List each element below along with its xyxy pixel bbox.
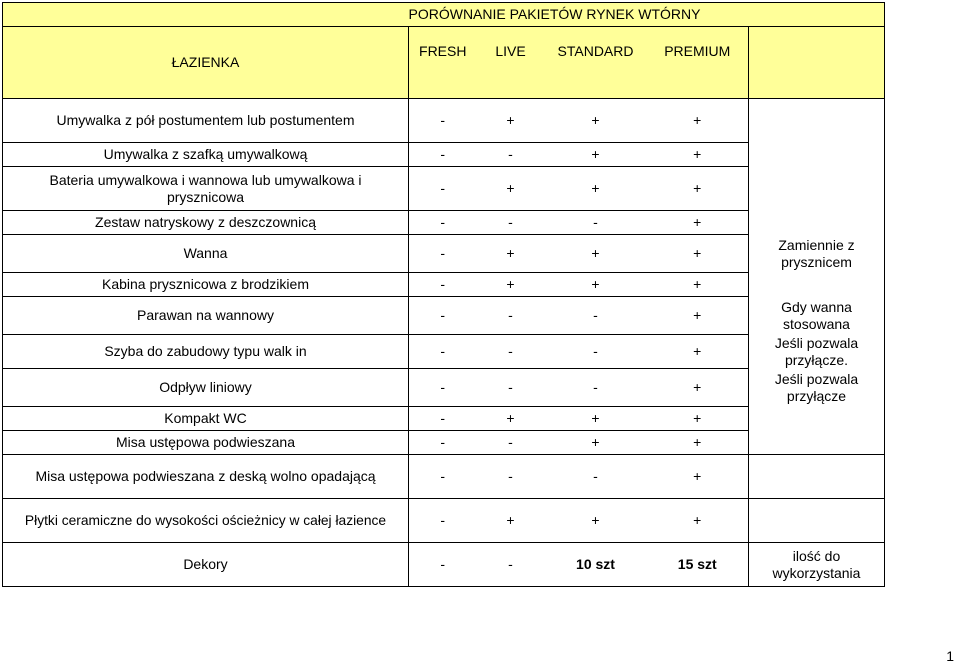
cell-standard: -: [545, 335, 647, 369]
cell-standard: -: [545, 211, 647, 235]
cell-fresh: -: [409, 273, 477, 297]
row-label: Zestaw natryskowy z deszczownicą: [3, 211, 409, 235]
note-wanna: Zamiennie z prysznicem: [749, 235, 885, 273]
cell-standard: +: [545, 431, 647, 455]
package-fresh: FRESH: [409, 27, 477, 99]
note-dekory: ilość do wykorzystania: [749, 543, 885, 587]
package-premium: PREMIUM: [647, 27, 749, 99]
cell-fresh: -: [409, 297, 477, 335]
package-standard: STANDARD: [545, 27, 647, 99]
cell-fresh: -: [409, 431, 477, 455]
cell-standard: +: [545, 235, 647, 273]
cell-live: -: [477, 143, 545, 167]
cell-premium: +: [647, 273, 749, 297]
cell-standard: +: [545, 143, 647, 167]
cell-premium: +: [647, 167, 749, 211]
title-right: [749, 3, 885, 27]
page-title: PORÓWNANIE PAKIETÓW RYNEK WTÓRNY: [409, 3, 749, 27]
cell-fresh: -: [409, 143, 477, 167]
row-label: Misa ustępowa podwieszana z deską wolno opadającą: [3, 455, 409, 499]
cell-fresh: -: [409, 407, 477, 431]
notes-cell: [749, 211, 885, 235]
cell-fresh: -: [409, 235, 477, 273]
notes-cell: [749, 499, 885, 543]
cell-fresh: -: [409, 543, 477, 587]
cell-premium: +: [647, 369, 749, 407]
comparison-table: [2, 2, 885, 587]
cell-standard: +: [545, 273, 647, 297]
cell-live: +: [477, 99, 545, 143]
cell-premium: +: [647, 235, 749, 273]
row-label: Kompakt WC: [3, 407, 409, 431]
cell-live: +: [477, 273, 545, 297]
cell-standard: +: [545, 499, 647, 543]
notes-cell: [749, 431, 885, 455]
cell-standard: -: [545, 455, 647, 499]
row-label: Odpływ liniowy: [3, 369, 409, 407]
notes-cell: [749, 143, 885, 167]
cell-premium: +: [647, 99, 749, 143]
cell-fresh: -: [409, 99, 477, 143]
cell-live: +: [477, 235, 545, 273]
cell-fresh: -: [409, 335, 477, 369]
cell-standard: -: [545, 297, 647, 335]
row-label: Parawan na wannowy: [3, 297, 409, 335]
cell-live: -: [477, 455, 545, 499]
row-label: Misa ustępowa podwieszana: [3, 431, 409, 455]
row-label: Kabina prysznicowa z brodzikiem: [3, 273, 409, 297]
row-label: Płytki ceramiczne do wysokości ościeżnicy w całej łazience: [3, 499, 409, 543]
cell-live: -: [477, 431, 545, 455]
header-notes: [749, 27, 885, 99]
cell-standard: +: [545, 167, 647, 211]
notes-cell: [749, 99, 885, 143]
cell-live: +: [477, 499, 545, 543]
note-parawan: Gdy wanna stosowana: [749, 297, 885, 335]
cell-fresh: -: [409, 499, 477, 543]
row-label: Umywalka z szafką umywalkową: [3, 143, 409, 167]
cell-fresh: -: [409, 369, 477, 407]
row-label: Dekory: [3, 543, 409, 587]
cell-standard: +: [545, 407, 647, 431]
cell-live: -: [477, 335, 545, 369]
cell-live: -: [477, 211, 545, 235]
cell-premium: 15 szt: [647, 543, 749, 587]
cell-live: -: [477, 543, 545, 587]
cell-premium: +: [647, 297, 749, 335]
title-spacer: [3, 3, 409, 27]
notes-cell: [749, 273, 885, 297]
cell-premium: +: [647, 211, 749, 235]
cell-premium: +: [647, 431, 749, 455]
notes-cell: [749, 167, 885, 211]
notes-cell: [749, 455, 885, 499]
cell-fresh: -: [409, 455, 477, 499]
note-odplyw: Jeśli pozwala przyłącze: [749, 369, 885, 407]
cell-premium: +: [647, 143, 749, 167]
cell-live: +: [477, 407, 545, 431]
row-label: Bateria umywalkowa i wannowa lub umywalkowa i prysznicowa: [3, 167, 409, 211]
row-label: Szyba do zabudowy typu walk in: [3, 335, 409, 369]
cell-fresh: -: [409, 211, 477, 235]
cell-standard: +: [545, 99, 647, 143]
cell-live: -: [477, 297, 545, 335]
cell-live: -: [477, 369, 545, 407]
row-label: Wanna: [3, 235, 409, 273]
page-number: 1: [946, 648, 954, 664]
cell-premium: +: [647, 499, 749, 543]
notes-cell: [749, 407, 885, 431]
cell-standard: -: [545, 369, 647, 407]
package-live: LIVE: [477, 27, 545, 99]
section-title: ŁAZIENKA: [3, 27, 409, 99]
cell-premium: +: [647, 455, 749, 499]
cell-premium: +: [647, 407, 749, 431]
cell-live: +: [477, 167, 545, 211]
note-szyba: Jeśli pozwala przyłącze.: [749, 335, 885, 369]
row-label: Umywalka z pół postumentem lub postumentem: [3, 99, 409, 143]
cell-standard: 10 szt: [545, 543, 647, 587]
cell-premium: +: [647, 335, 749, 369]
cell-fresh: -: [409, 167, 477, 211]
